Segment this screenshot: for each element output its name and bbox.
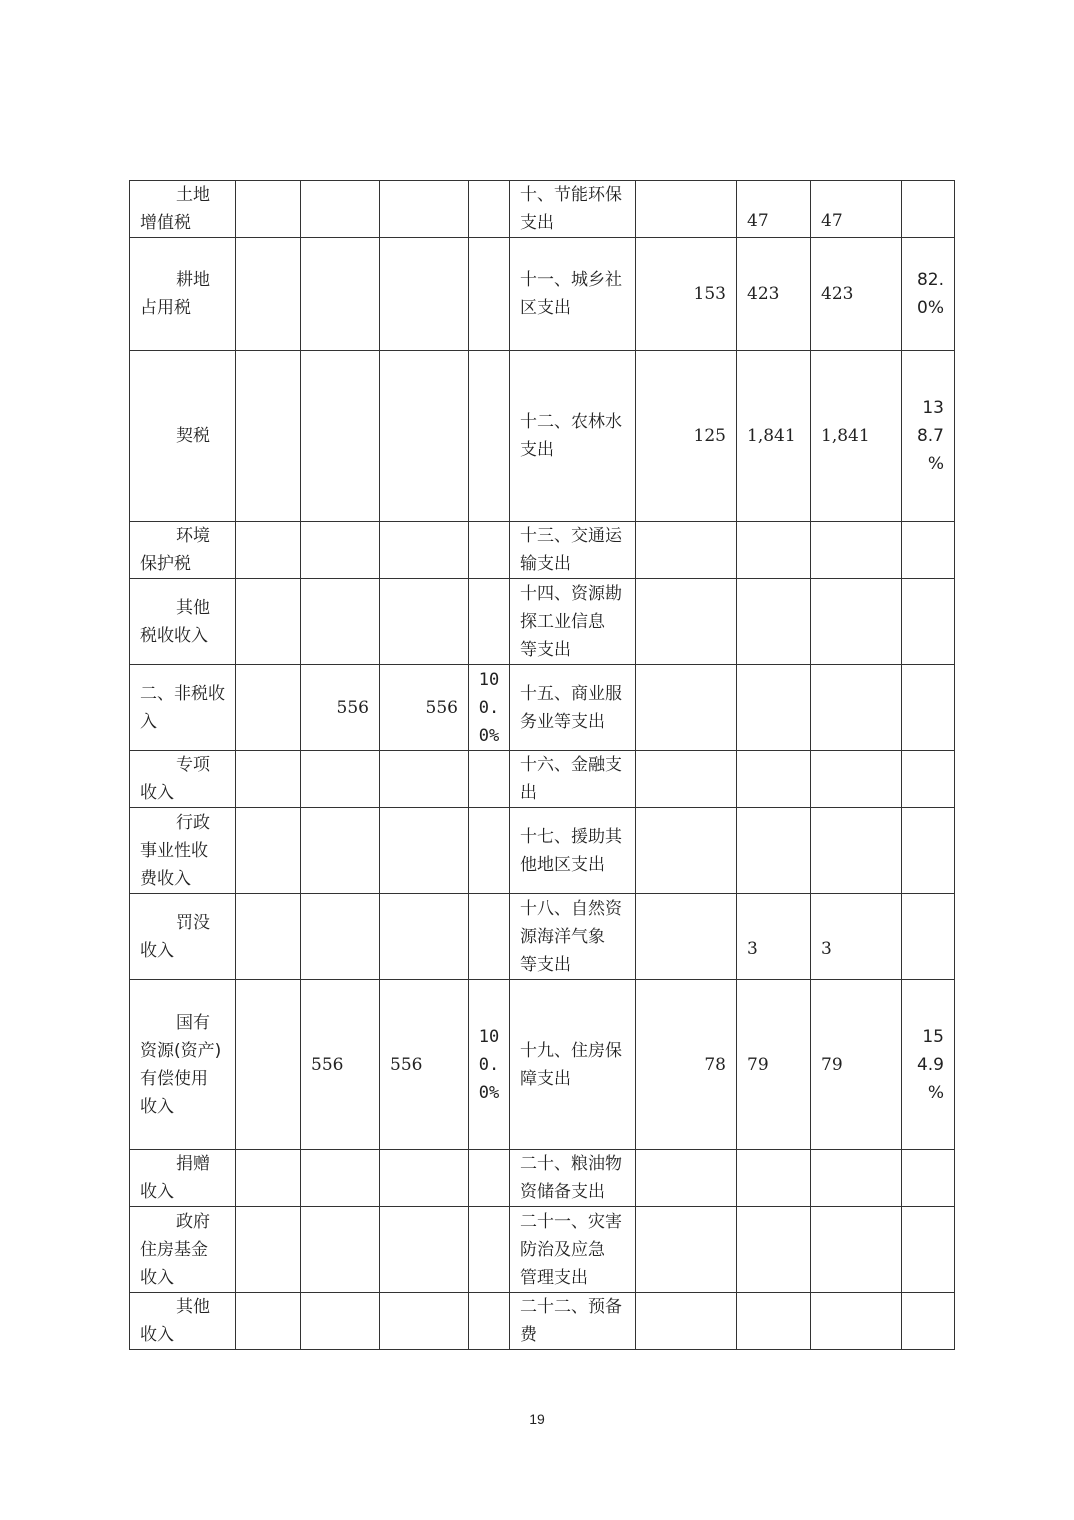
income-col-2 bbox=[301, 808, 380, 894]
income-item-label: 专项 bbox=[176, 755, 210, 775]
expense-col-3: 423 bbox=[811, 238, 902, 351]
income-pct: 10 0. 0% bbox=[469, 980, 510, 1150]
income-col-3 bbox=[380, 522, 469, 579]
expense-col-1 bbox=[636, 894, 737, 980]
income-col-1 bbox=[236, 238, 301, 351]
expense-col-3 bbox=[811, 522, 902, 579]
expense-col-2: 79 bbox=[737, 980, 811, 1150]
income-col-2 bbox=[301, 522, 380, 579]
income-col-2 bbox=[301, 351, 380, 522]
expense-col-3 bbox=[811, 579, 902, 665]
expense-col-3 bbox=[811, 1293, 902, 1350]
income-item-label-cont: 增值税 bbox=[140, 213, 191, 233]
income-col-1 bbox=[236, 1293, 301, 1350]
table-row bbox=[130, 1293, 955, 1350]
expense-pct bbox=[902, 808, 955, 894]
expense-item-cell: 十二、农林水 支出 bbox=[510, 351, 636, 522]
expense-col-1 bbox=[636, 181, 737, 238]
expense-col-2: 1,841 bbox=[737, 351, 811, 522]
expense-pct bbox=[902, 1207, 955, 1293]
expense-item-cell: 二十一、灾害 防治及应急 管理支出 bbox=[510, 1207, 636, 1293]
expense-col-3 bbox=[811, 1207, 902, 1293]
income-item-label: 其他 bbox=[176, 1297, 210, 1317]
income-item-label-cont: 收入 bbox=[140, 940, 174, 961]
expense-col-2 bbox=[737, 579, 811, 665]
expense-col-3 bbox=[811, 665, 902, 751]
income-pct bbox=[469, 579, 510, 665]
expense-col-3: 79 bbox=[811, 980, 902, 1150]
income-item-cell bbox=[130, 751, 236, 808]
income-item-label-cont: 收入 bbox=[140, 1325, 174, 1345]
income-item-cell bbox=[130, 238, 236, 351]
income-item-label-cont: 收入 bbox=[140, 1182, 174, 1202]
expense-col-1 bbox=[636, 1207, 737, 1293]
expense-col-2 bbox=[737, 808, 811, 894]
table-row bbox=[130, 665, 955, 751]
table-row bbox=[130, 980, 955, 1150]
expense-item-cell: 十五、商业服 务业等支出 bbox=[510, 665, 636, 751]
income-col-2: 556 bbox=[301, 665, 380, 751]
expense-col-1: 153 bbox=[636, 238, 737, 351]
expense-col-2 bbox=[737, 665, 811, 751]
income-pct bbox=[469, 1293, 510, 1350]
expense-col-3: 3 bbox=[811, 894, 902, 980]
table-row bbox=[130, 894, 955, 980]
expense-item-cell: 十一、城乡社 区支出 bbox=[510, 238, 636, 351]
income-col-1 bbox=[236, 522, 301, 579]
expense-item-cell: 十九、住房保 障支出 bbox=[510, 980, 636, 1150]
table-row bbox=[130, 238, 955, 351]
income-col-3 bbox=[380, 894, 469, 980]
income-item-label-cont: 收入 bbox=[140, 783, 174, 803]
income-item-cell bbox=[130, 894, 236, 980]
income-item-label-cont: 资源(资产) 有偿使用 收入 bbox=[140, 1040, 222, 1117]
income-item-cell bbox=[130, 181, 236, 238]
income-item-cell bbox=[130, 808, 236, 894]
income-item-cell bbox=[130, 1207, 236, 1293]
expense-col-2 bbox=[737, 751, 811, 808]
income-col-3 bbox=[380, 351, 469, 522]
income-item-label: 捐赠 bbox=[176, 1154, 210, 1174]
income-item-label-cont: 占用税 bbox=[140, 298, 191, 318]
income-item-label-cont: 住房基金 收入 bbox=[140, 1239, 208, 1288]
income-item-label: 政府 bbox=[176, 1211, 210, 1232]
income-item-label: 其他 bbox=[176, 597, 210, 618]
table-row bbox=[130, 1150, 955, 1207]
income-col-3 bbox=[380, 808, 469, 894]
expense-item-cell: 十八、自然资 源海洋气象 等支出 bbox=[510, 894, 636, 980]
income-col-1 bbox=[236, 751, 301, 808]
income-item-label-cont: 事业性收 费收入 bbox=[140, 840, 208, 889]
table-row bbox=[130, 808, 955, 894]
expense-col-3: 1,841 bbox=[811, 351, 902, 522]
income-col-3 bbox=[380, 181, 469, 238]
income-col-1 bbox=[236, 1150, 301, 1207]
expense-pct: 13 8.7 % bbox=[902, 351, 955, 522]
expense-col-1 bbox=[636, 579, 737, 665]
budget-table bbox=[129, 180, 955, 1350]
expense-pct bbox=[902, 665, 955, 751]
expense-pct: 15 4.9 % bbox=[902, 980, 955, 1150]
income-pct bbox=[469, 351, 510, 522]
expense-item-cell: 十三、交通运 输支出 bbox=[510, 522, 636, 579]
income-col-1 bbox=[236, 351, 301, 522]
table-row bbox=[130, 181, 955, 238]
expense-col-1 bbox=[636, 1293, 737, 1350]
income-col-2 bbox=[301, 1150, 380, 1207]
expense-col-1 bbox=[636, 1150, 737, 1207]
expense-col-3 bbox=[811, 751, 902, 808]
income-pct bbox=[469, 1207, 510, 1293]
income-item-label: 环境 bbox=[176, 526, 210, 546]
expense-item-cell: 十四、资源勘 探工业信息 等支出 bbox=[510, 579, 636, 665]
table-row bbox=[130, 579, 955, 665]
expense-item-cell: 十七、援助其 他地区支出 bbox=[510, 808, 636, 894]
income-pct bbox=[469, 181, 510, 238]
income-pct bbox=[469, 1150, 510, 1207]
income-item-label: 国有 bbox=[176, 1012, 210, 1033]
expense-item-cell: 十六、金融支 出 bbox=[510, 751, 636, 808]
expense-col-3 bbox=[811, 1150, 902, 1207]
income-pct bbox=[469, 751, 510, 808]
income-col-2 bbox=[301, 1293, 380, 1350]
page-number: 19 bbox=[529, 1411, 545, 1427]
income-item-label: 耕地 bbox=[176, 270, 210, 290]
expense-col-1: 125 bbox=[636, 351, 737, 522]
table-row bbox=[130, 351, 955, 522]
income-item-label: 罚没 bbox=[176, 912, 210, 933]
income-col-2 bbox=[301, 238, 380, 351]
income-item-cell bbox=[130, 351, 236, 522]
expense-pct bbox=[902, 181, 955, 238]
income-pct bbox=[469, 808, 510, 894]
expense-pct bbox=[902, 1293, 955, 1350]
expense-pct bbox=[902, 1150, 955, 1207]
expense-item-cell: 十、节能环保 支出 bbox=[510, 181, 636, 238]
income-item-label-cont: 二、非税收 入 bbox=[140, 683, 225, 732]
income-item-label: 行政 bbox=[176, 812, 210, 833]
income-pct: 10 0. 0% bbox=[469, 665, 510, 751]
expense-col-1 bbox=[636, 808, 737, 894]
income-col-3: 556 bbox=[380, 665, 469, 751]
income-col-2 bbox=[301, 181, 380, 238]
income-item-cell bbox=[130, 522, 236, 579]
expense-pct bbox=[902, 751, 955, 808]
income-item-label: 土地 bbox=[176, 185, 210, 205]
income-col-2 bbox=[301, 579, 380, 665]
income-col-2: 556 bbox=[301, 980, 380, 1150]
table-row bbox=[130, 522, 955, 579]
income-col-1 bbox=[236, 181, 301, 238]
expense-item-cell: 二十、粮油物 资储备支出 bbox=[510, 1150, 636, 1207]
income-col-1 bbox=[236, 665, 301, 751]
expense-col-2: 47 bbox=[737, 181, 811, 238]
income-col-3 bbox=[380, 1293, 469, 1350]
income-item-cell bbox=[130, 980, 236, 1150]
table-row bbox=[130, 1207, 955, 1293]
income-col-2 bbox=[301, 1207, 380, 1293]
income-col-1 bbox=[236, 1207, 301, 1293]
expense-col-1: 78 bbox=[636, 980, 737, 1150]
income-col-1 bbox=[236, 980, 301, 1150]
expense-col-1 bbox=[636, 751, 737, 808]
income-item-label-cont: 保护税 bbox=[140, 554, 191, 574]
expense-col-2 bbox=[737, 522, 811, 579]
income-item-cell bbox=[130, 1150, 236, 1207]
income-col-3 bbox=[380, 751, 469, 808]
expense-item-cell: 二十二、预备 费 bbox=[510, 1293, 636, 1350]
income-pct bbox=[469, 894, 510, 980]
expense-pct bbox=[902, 894, 955, 980]
expense-pct bbox=[902, 579, 955, 665]
expense-col-2: 423 bbox=[737, 238, 811, 351]
expense-col-1 bbox=[636, 665, 737, 751]
income-col-1 bbox=[236, 579, 301, 665]
income-col-3: 556 bbox=[380, 980, 469, 1150]
expense-col-1 bbox=[636, 522, 737, 579]
income-item-cell bbox=[130, 579, 236, 665]
income-item-cell bbox=[130, 1293, 236, 1350]
table-body bbox=[130, 181, 955, 1350]
income-item-cell bbox=[130, 665, 236, 751]
income-col-3 bbox=[380, 1150, 469, 1207]
expense-col-2 bbox=[737, 1293, 811, 1350]
income-col-1 bbox=[236, 894, 301, 980]
income-col-2 bbox=[301, 751, 380, 808]
expense-col-3 bbox=[811, 808, 902, 894]
income-col-2 bbox=[301, 894, 380, 980]
expense-col-2 bbox=[737, 1150, 811, 1207]
income-col-3 bbox=[380, 238, 469, 351]
income-item-label-cont: 税收收入 bbox=[140, 625, 208, 646]
expense-col-2: 3 bbox=[737, 894, 811, 980]
income-pct bbox=[469, 522, 510, 579]
expense-col-3: 47 bbox=[811, 181, 902, 238]
expense-col-2 bbox=[737, 1207, 811, 1293]
income-item-label: 契税 bbox=[176, 426, 210, 446]
expense-pct: 82. 0% bbox=[902, 238, 955, 351]
income-col-3 bbox=[380, 1207, 469, 1293]
income-pct bbox=[469, 238, 510, 351]
table-row bbox=[130, 751, 955, 808]
income-col-3 bbox=[380, 579, 469, 665]
income-col-1 bbox=[236, 808, 301, 894]
expense-pct bbox=[902, 522, 955, 579]
